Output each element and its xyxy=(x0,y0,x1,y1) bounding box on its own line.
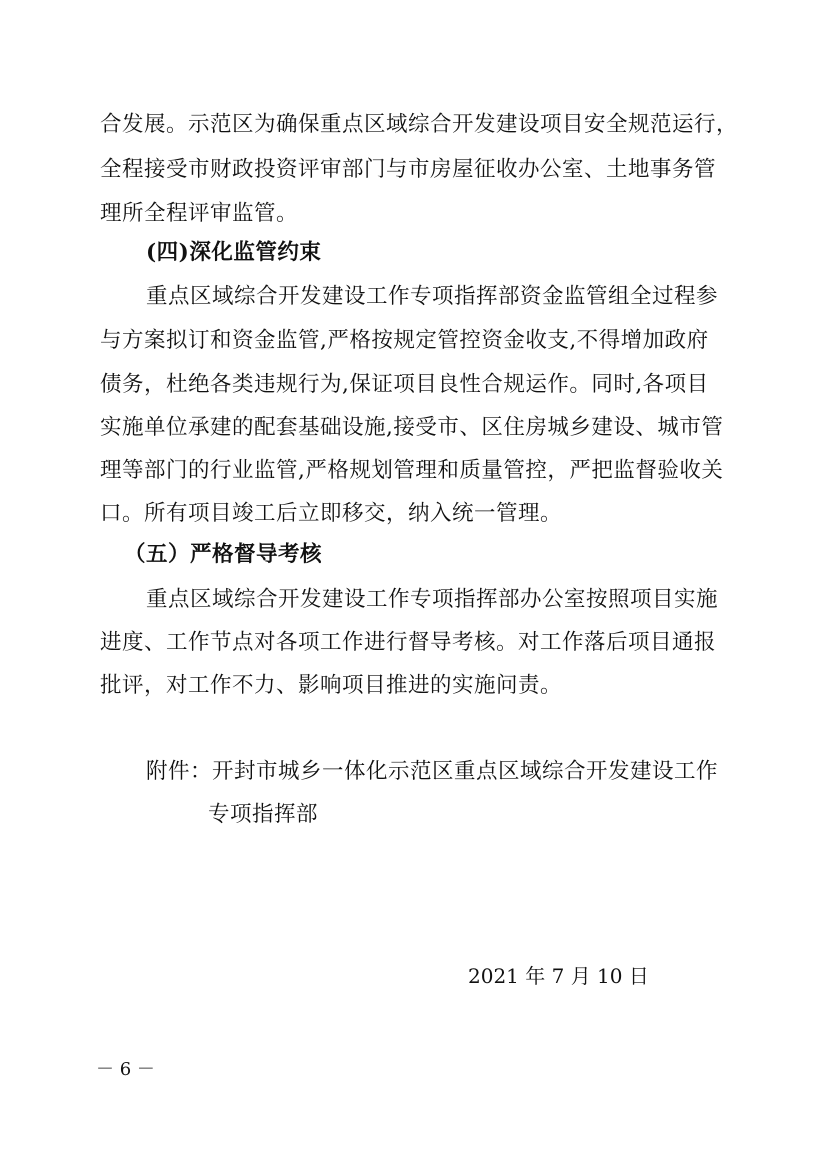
text-line: 债务，杜绝各类违规行为,保证项目良性合规运作。同时,各项目 xyxy=(100,372,709,397)
text-line: 理所全程评审监管。 xyxy=(100,201,299,226)
section-heading-4: (四)深化监管约束 xyxy=(146,240,322,265)
section-heading-5: （五）严格督导考核 xyxy=(124,542,323,567)
page-number: － 6 － xyxy=(96,1059,155,1080)
attachment-line: 专项指挥部 xyxy=(208,802,319,827)
text-line: 实施单位承建的配套基础设施,接受市、区住房城乡建设、城市管 xyxy=(100,415,724,440)
text-line: 重点区域综合开发建设工作专项指挥部办公室按照项目实施 xyxy=(146,587,719,612)
text-line: 批评，对工作不力、影响项目推进的实施问责。 xyxy=(100,673,563,698)
text-line: 理等部门的行业监管,严格规划管理和质量管控，严把监督验收关 xyxy=(100,458,724,483)
text-line: 重点区域综合开发建设工作专项指挥部资金监管组全过程参 xyxy=(146,284,719,309)
attachment-line: 附件：开封市城乡一体化示范区重点区域综合开发建设工作 xyxy=(146,759,719,784)
text-line: 口。所有项目竣工后立即移交，纳入统一管理。 xyxy=(100,501,563,526)
document-date: 2021 年 7 月 10 日 xyxy=(468,964,649,988)
text-line: 与方案拟订和资金监管,严格按规定管控资金收支,不得增加政府 xyxy=(100,328,709,353)
text-line: 全程接受市财政投资评审部门与市房屋征收办公室、土地事务管 xyxy=(100,157,717,182)
text-line: 进度、工作节点对各项工作进行督导考核。对工作落后项目通报 xyxy=(100,630,717,655)
text-line: 合发展。示范区为确保重点区域综合开发建设项目安全规范运行， xyxy=(100,112,739,137)
